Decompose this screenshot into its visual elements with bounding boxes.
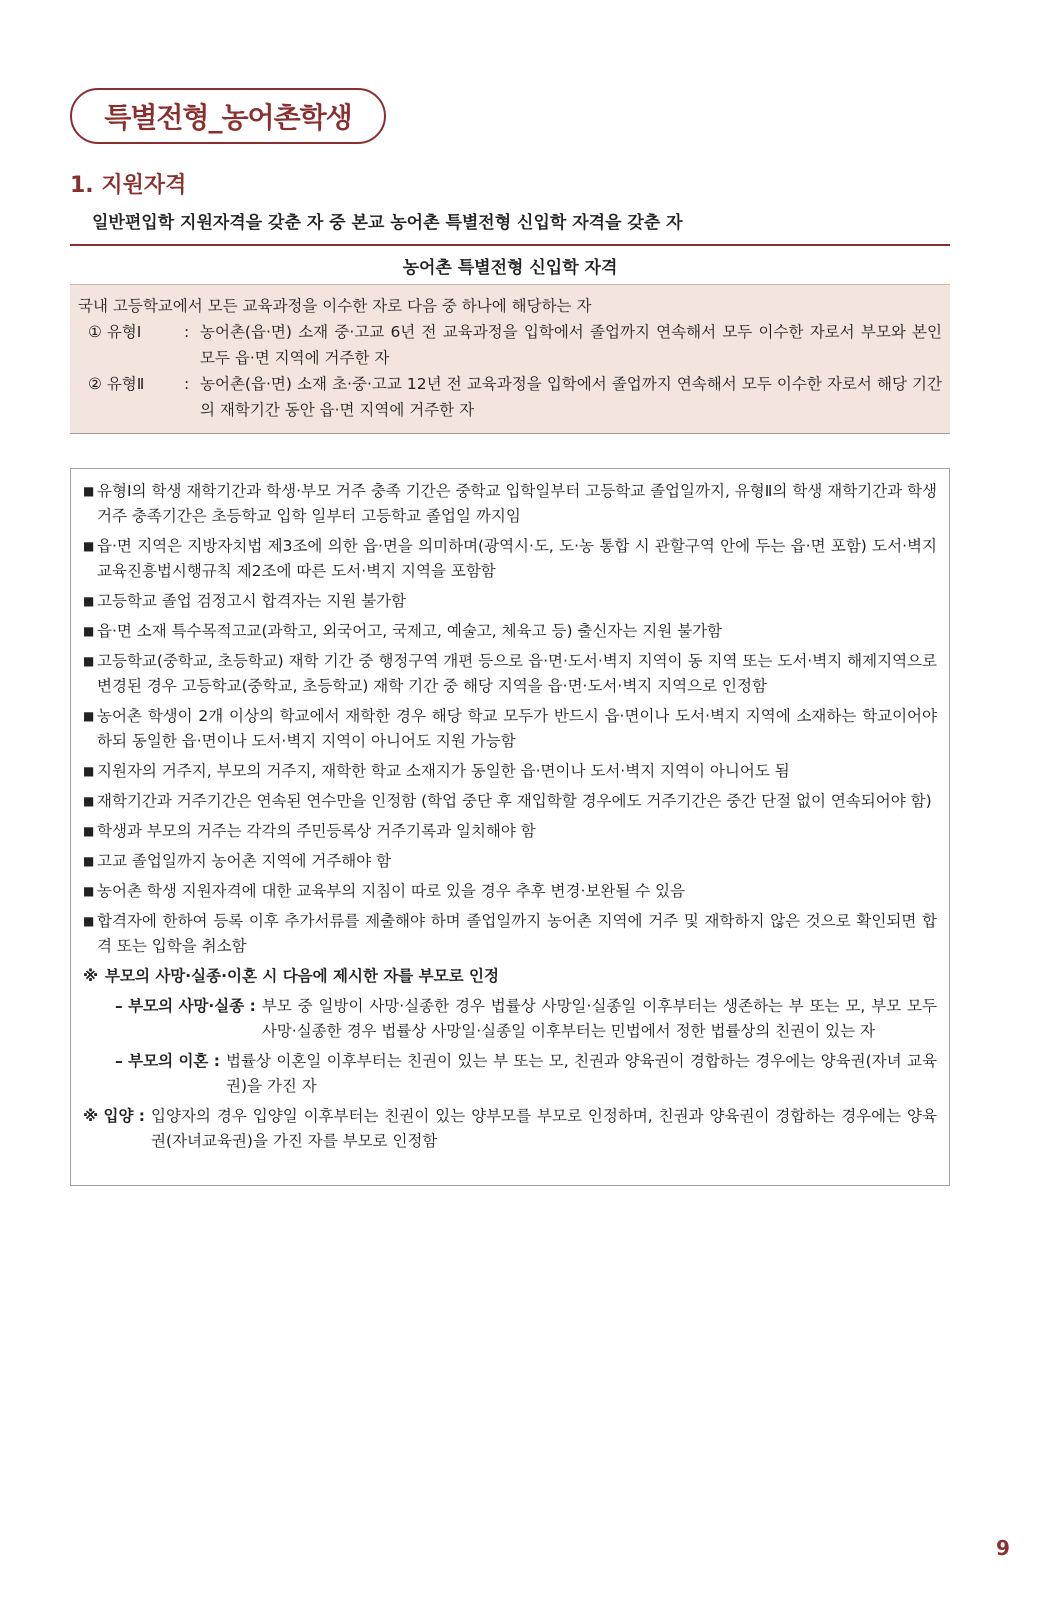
- square-bullet-icon: ■: [83, 624, 95, 638]
- type-label: ① 유형Ⅰ: [88, 323, 142, 341]
- square-bullet-icon: ■: [83, 854, 95, 868]
- note-text: 농어촌 학생이 2개 이상의 학교에서 재학한 경우 해당 학교 모두가 반드시 읍·면이나 도서·벽지 지역에 소재하는 학교이어야 하되 동일한 읍·면이나 도서·벽지 지역이 아니어도 지원 가능함: [97, 707, 937, 750]
- table-intro: 국내 고등학교에서 모든 교육과정을 이수한 자로 다음 중 하나에 해당하는 자: [78, 297, 592, 315]
- square-bullet-icon: ■: [83, 914, 95, 928]
- page-number: 9: [996, 1536, 1010, 1560]
- parent-heading: [83, 964, 937, 989]
- note-text: 지원자의 거주지, 부모의 거주지, 재학한 학교 소재지가 동일한 읍·면이나 도서·벽지 지역이 아니어도 됨: [97, 762, 790, 780]
- table-body: [70, 285, 950, 434]
- parent-case-divorce: [83, 1049, 937, 1099]
- note-text: 농어촌 학생 지원자격에 대한 교육부의 지침이 따로 있을 경우 추후 변경·보완될 수 있음: [97, 882, 686, 900]
- adoption-note: [83, 1104, 937, 1154]
- square-bullet-icon: ■: [83, 794, 95, 808]
- section-heading: 1. 지원자격: [70, 173, 187, 198]
- note-item: [83, 879, 937, 904]
- square-bullet-icon: ■: [83, 539, 95, 553]
- page-title-badge: [70, 88, 386, 144]
- type-label: ② 유형Ⅱ: [88, 375, 145, 393]
- square-bullet-icon: ■: [83, 884, 95, 898]
- note-text: 재학기간과 거주기간은 연속된 연수만을 인정함 (학업 중단 후 재입학할 경우에도 거주기간은 중간 단절 없이 연속되어야 함): [97, 792, 932, 810]
- note-text: 유형Ⅰ의 학생 재학기간과 학생·부모 거주 충족 기간은 중학교 입학일부터 고등학교 졸업일까지, 유형Ⅱ의 학생 재학기간과 학생 거주 충족기간은 초등학교 입학 일부터 고등학교 졸업일 까지임: [97, 482, 937, 525]
- table-header: 농어촌 특별전형 신입학 자격: [70, 246, 950, 285]
- note-item: [83, 909, 937, 959]
- square-bullet-icon: ■: [83, 654, 95, 668]
- section-subtitle: 일반편입학 지원자격을 갖춘 자 중 본교 농어촌 특별전형 신입학 자격을 갖춘 자: [92, 213, 683, 233]
- note-item: [83, 819, 937, 844]
- note-item: [83, 789, 937, 814]
- note-item: [83, 649, 937, 699]
- square-bullet-icon: ■: [83, 594, 95, 608]
- type-text: 농어촌(읍·면) 소재 중·고교 6년 전 교육과정을 입학에서 졸업까지 연속해서 모두 이수한 자로서 부모와 본인 모두 읍·면 지역에 거주한 자: [200, 323, 942, 367]
- square-bullet-icon: ■: [83, 709, 95, 723]
- parent-heading-text: 부모의 사망·실종·이혼 시 다음에 제시한 자를 부모로 인정: [105, 967, 499, 985]
- note-item: [83, 759, 937, 784]
- note-text: 합격자에 한하여 등록 이후 추가서류를 제출해야 하며 졸업일까지 농어촌 지역에 거주 및 재학하지 않은 것으로 확인되면 합격 또는 입학을 취소함: [97, 912, 937, 955]
- square-bullet-icon: ■: [83, 764, 95, 778]
- note-item: [83, 619, 937, 644]
- type-colon: :: [184, 375, 190, 393]
- note-text: 읍·면 소재 특수목적고교(과학고, 외국어고, 국제고, 예술고, 체육고 등) 출신자는 지원 불가함: [97, 622, 723, 640]
- page-title: 특별전형_농어촌학생: [104, 101, 352, 134]
- note-text: 학생과 부모의 거주는 각각의 주민등록상 거주기록과 일치해야 함: [97, 822, 536, 840]
- note-item: [83, 704, 937, 754]
- parent-case-text: 부모 중 일방이 사망·실종한 경우 법률상 사망일·실종일 이후부터는 생존하는 부 또는 모, 부모 모두 사망·실종한 경우 법률상 사망일·실종일 이후부터는 민법에서 정한 법률상의 친권이 있는 자: [261, 997, 937, 1040]
- note-item: [83, 479, 937, 529]
- type-text: 농어촌(읍·면) 소재 초·중·고교 12년 전 교육과정을 입학에서 졸업까지 연속해서 모두 이수한 자로서 해당 기간의 재학기간 동안 읍·면 지역에 거주한 자: [200, 375, 942, 419]
- notes-box: [70, 468, 950, 1186]
- type-colon: :: [184, 323, 190, 341]
- adoption-text: 입양자의 경우 입양일 이후부터는 친권이 있는 양부모를 부모로 인정하며, 친권과 양육권이 경합하는 경우에는 양육권(자녀교육권)을 가진 자를 부모로 인정함: [151, 1107, 937, 1150]
- note-text: 고교 졸업일까지 농어촌 지역에 거주해야 함: [97, 852, 392, 870]
- square-bullet-icon: ■: [83, 484, 95, 498]
- adoption-label: ※ 입양 :: [83, 1107, 146, 1125]
- note-item: [83, 534, 937, 584]
- note-item: [83, 849, 937, 874]
- type-row-2: [78, 371, 942, 423]
- note-text: 읍·면 지역은 지방자치법 제3조에 의한 읍·면을 의미하며(광역시·도, 도·농 통합 시 관할구역 안에 두는 읍·면 포함) 도서·벽지교육진흥법시행규칙 제2조에 따른 도서·벽지 지역을 포함함: [97, 537, 937, 580]
- parent-case-label: – 부모의 이혼 :: [115, 1052, 221, 1070]
- reference-mark-icon: ※: [83, 967, 99, 985]
- type-row-1: [78, 319, 942, 371]
- parent-case-label: – 부모의 사망·실종 :: [115, 997, 256, 1015]
- parent-case-text: 법률상 이혼일 이후부터는 친권이 있는 부 또는 모, 친권과 양육권이 경합하는 경우에는 양육권(자녀 교육권)을 가진 자: [226, 1052, 937, 1095]
- note-text: 고등학교(중학교, 초등학교) 재학 기간 중 행정구역 개편 등으로 읍·면·도서·벽지 지역이 동 지역 또는 도서·벽지 해제지역으로 변경된 경우 고등학교(중학교, 초등학교) 재학 기간 중 해당 지역을 읍·면·도서·벽지 지역으로 인정함: [97, 652, 937, 695]
- eligibility-table: [70, 244, 950, 434]
- parent-case-death: [83, 994, 937, 1044]
- note-item: [83, 589, 937, 614]
- note-text: 고등학교 졸업 검정고시 합격자는 지원 불가함: [97, 592, 407, 610]
- square-bullet-icon: ■: [83, 824, 95, 838]
